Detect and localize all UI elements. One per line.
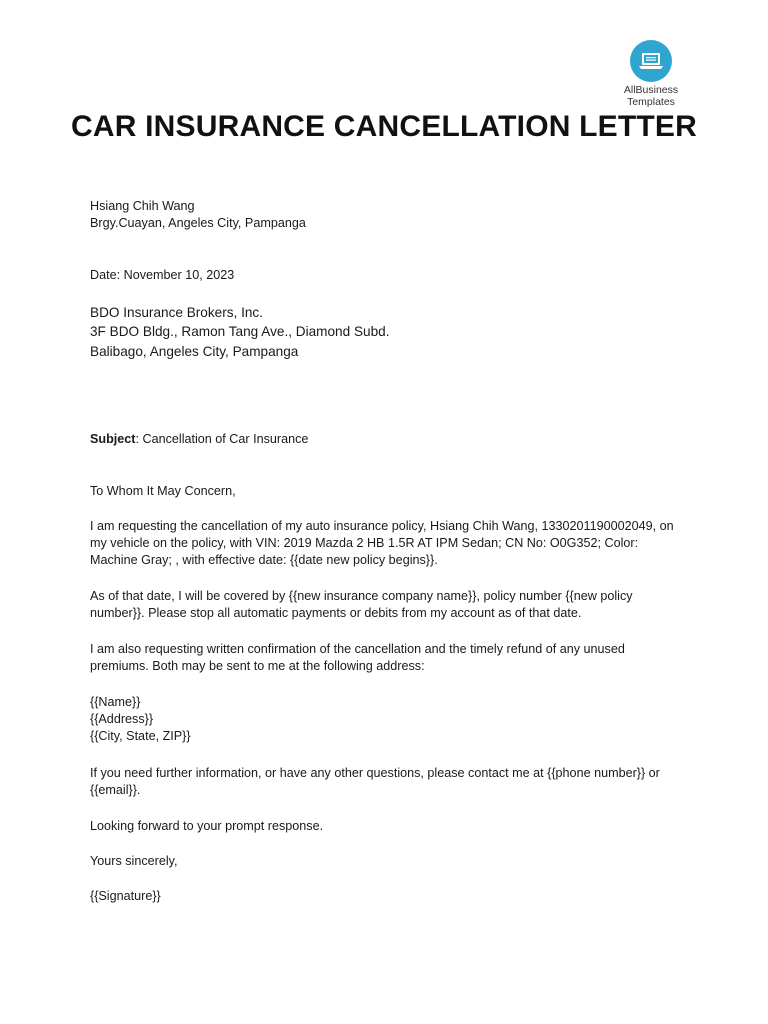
subject-line [90, 431, 308, 448]
recipient-line-2: 3F BDO Bldg., Ramon Tang Ave., Diamond Subd. [90, 324, 390, 339]
paragraph-1-line-1: I am requesting the cancellation of my auto insurance policy, Hsiang Chih Wang, 1330201190002049, on [90, 519, 674, 533]
address-placeholder-city: {{City, State, ZIP}} [90, 729, 191, 743]
closing: Yours sincerely, [90, 854, 178, 868]
paragraph-5: Looking forward to your prompt response. [90, 819, 324, 833]
address-placeholder-name: {{Name}} [90, 695, 141, 709]
letter-title: CAR INSURANCE CANCELLATION LETTER [70, 110, 698, 143]
logo-text-line1: AllBusiness [623, 84, 679, 96]
laptop-icon [630, 40, 672, 82]
letter-date: Date: November 10, 2023 [90, 268, 235, 282]
subject-text: : Cancellation of Car Insurance [135, 432, 309, 446]
sender-name: Hsiang Chih Wang [90, 199, 195, 213]
paragraph-1-line-2: my vehicle on the policy, with VIN: 2019 Mazda 2 HB 1.5R AT IPM Sedan; CN No: O0G352; Color: [90, 536, 639, 550]
paragraph-1-line-3: Machine Gray; , with effective date: {{date new policy begins}}. [90, 553, 438, 567]
sender-address: Brgy.Cuayan, Angeles City, Pampanga [90, 216, 306, 230]
recipient-line-3: Balibago, Angeles City, Pampanga [90, 344, 299, 359]
signature-placeholder: {{Signature}} [90, 889, 161, 903]
paragraph-2-line-2: number}}. Please stop all automatic payments or debits from my account as of that date. [90, 606, 582, 620]
recipient-line-1: BDO Insurance Brokers, Inc. [90, 305, 264, 320]
subject-label: Subject [90, 432, 136, 446]
paragraph-2-line-1: As of that date, I will be covered by {{new insurance company name}}, policy number {{new policy [90, 589, 633, 603]
paragraph-4-line-1: If you need further information, or have any other questions, please contact me at {{phone number}} or [90, 766, 660, 780]
salutation: To Whom It May Concern, [90, 484, 236, 498]
paragraph-3-line-1: I am also requesting written confirmation of the cancellation and the timely refund of any unused [90, 642, 625, 656]
paragraph-4-line-2: {{email}}. [90, 783, 141, 797]
address-placeholder-address: {{Address}} [90, 712, 154, 726]
logo-text-line2: Templates [627, 96, 675, 108]
paragraph-3-line-2: premiums. Both may be sent to me at the following address: [90, 659, 425, 673]
allbusiness-logo [616, 40, 686, 108]
